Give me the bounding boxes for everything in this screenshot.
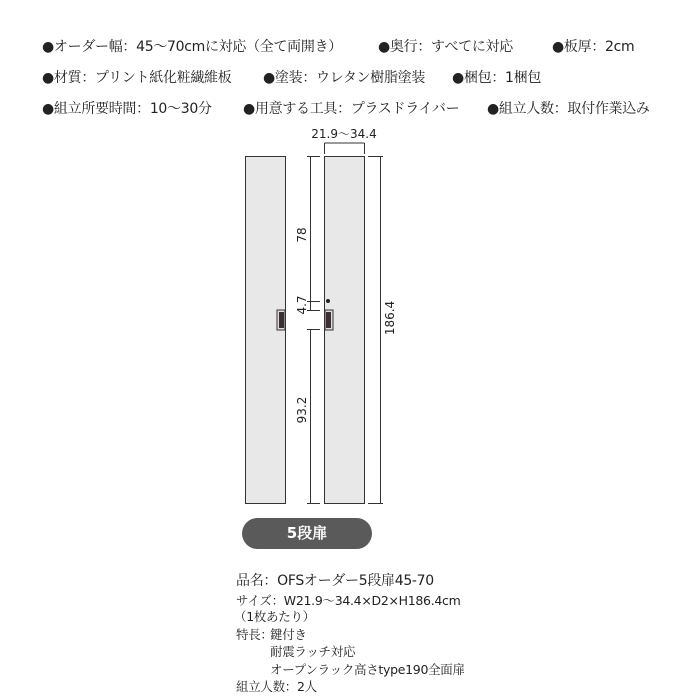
product-name: 品名：OFSオーダー5段扉45-70 — [236, 573, 434, 589]
feature-item: 鍵付き — [270, 627, 307, 642]
left-handle — [277, 310, 285, 330]
right-handle — [325, 310, 333, 330]
spec-order-width: ●オーダー幅：45〜70cmに対応（全て両開き） — [42, 39, 342, 55]
feature-item: オープンラック高さtype190全面扉 — [270, 662, 465, 677]
spec-material: ●材質：プリント紙化粧繊維板 — [42, 70, 232, 86]
door-type-badge: 5段扉 — [242, 518, 372, 549]
spec-finish: ●塗装：ウレタン樹脂塗装 — [263, 70, 426, 86]
features-label: 特長： — [236, 627, 273, 642]
product-size: サイズ：W21.9〜34.4×D2×H186.4cm — [236, 593, 461, 608]
spec-assembly-time: ●組立所要時間：10〜30分 — [42, 101, 212, 117]
spec-depth: ●奥行：すべてに対応 — [378, 39, 513, 55]
handle-gap-dimension-label: 4.7 — [295, 295, 309, 315]
product-size-note: （1枚あたり） — [234, 609, 315, 624]
total-height-dimension-label: 186.4 — [383, 300, 397, 336]
spec-assembly-people: ●組立人数：取付作業込み — [487, 101, 650, 117]
spec-thickness: ●板厚：2cm — [552, 39, 635, 55]
spec-packaging: ●梱包：1梱包 — [452, 70, 542, 86]
spec-tools: ●用意する工具：プラスドライバー — [243, 101, 460, 117]
top-section-dimension-label: 78 — [295, 227, 309, 243]
width-dimension-label: 21.9〜34.4 — [311, 127, 377, 141]
bottom-section-dimension-label: 93.2 — [295, 396, 309, 424]
feature-item: 耐震ラッチ対応 — [270, 644, 356, 659]
lock-icon — [326, 299, 330, 303]
assembly-people: 組立人数：2人 — [236, 679, 317, 694]
